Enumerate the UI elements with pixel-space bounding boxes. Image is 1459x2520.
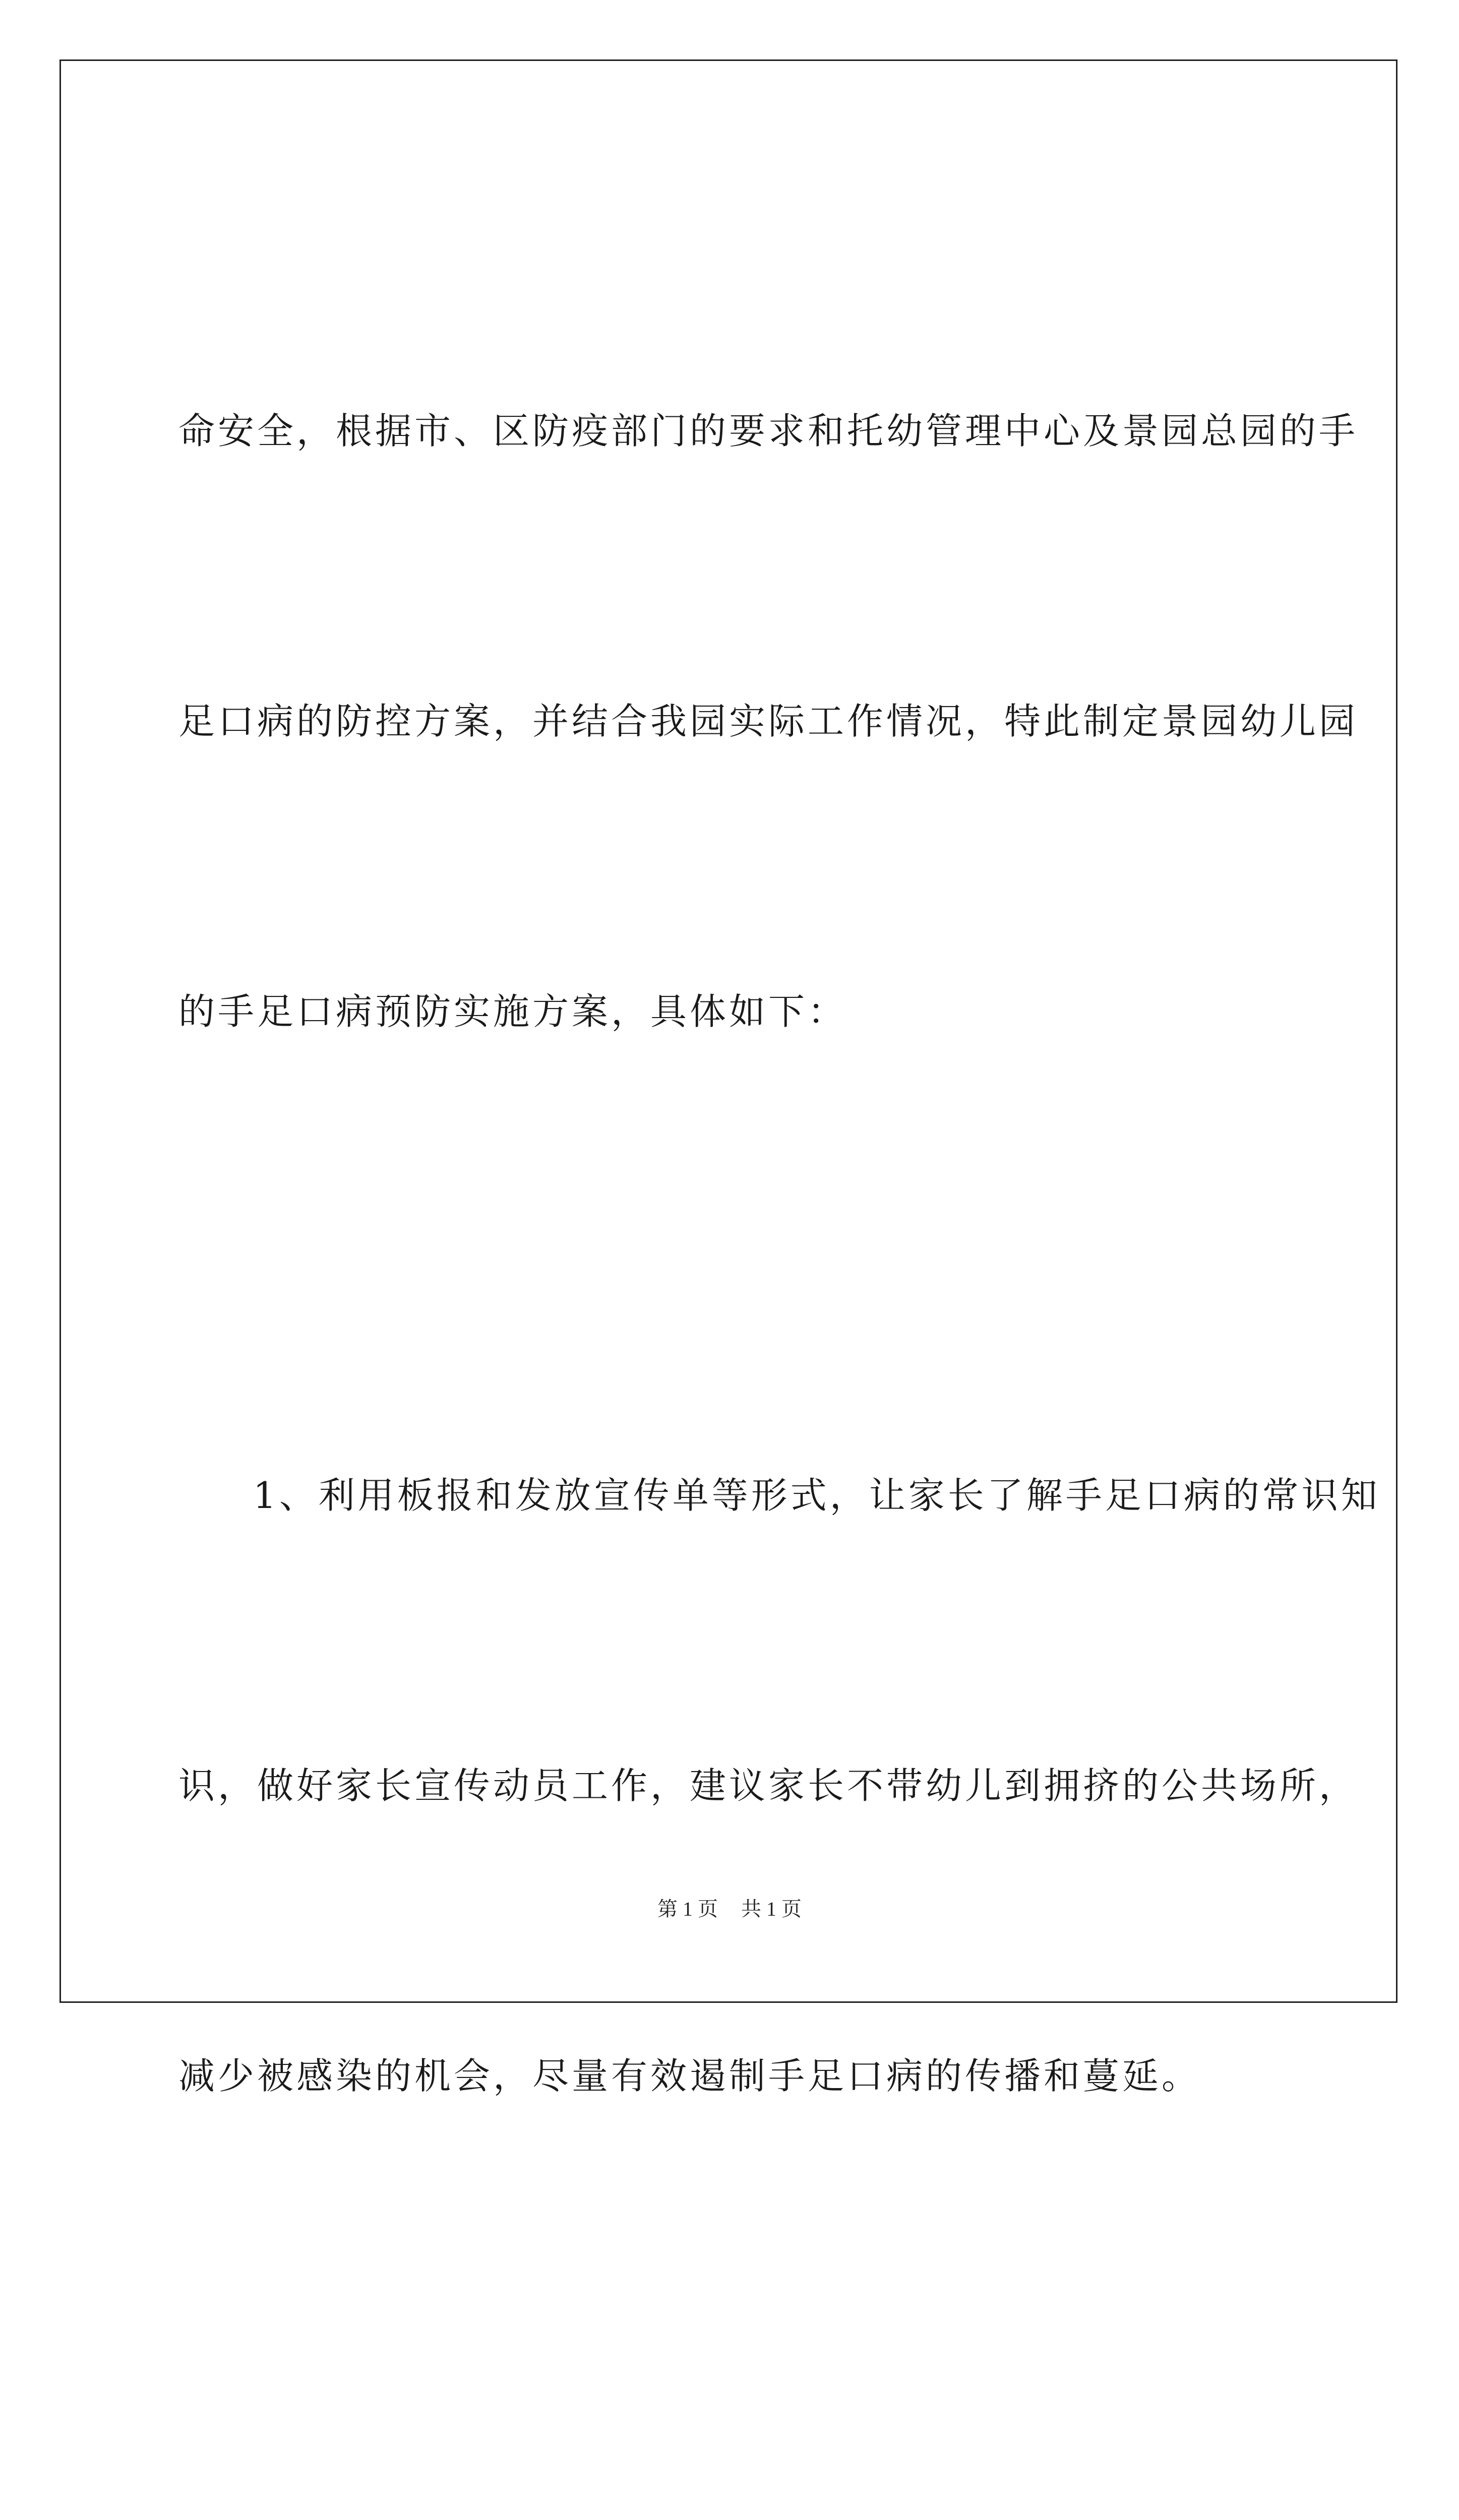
text-line: 足口病的防控方案，并结合我园实际工作情况，特此制定景园幼儿园 — [178, 700, 1359, 742]
paragraph-item-2 — [178, 2318, 1281, 2520]
page-total: 共 1 页 — [741, 1898, 802, 1920]
text-line: 命安全，根据市、区防疫部门的要求和托幼管理中心及景园总园的手 — [178, 410, 1359, 452]
text-line: 的手足口病预防实施方案，具体如下： — [178, 990, 847, 1033]
text-line — [178, 2511, 1281, 2520]
text-line: 识，做好家长宣传动员工作，建议家长不带幼儿到拥挤的公共场所， — [178, 1765, 1359, 1807]
text-line: 1、利用板报和发放宣传单等形式，让家长了解手足口病的常识知 — [253, 1474, 1380, 1517]
text-line: 减少被感染的机会，尽量有效遏制手足口病的传播和蔓延。 — [178, 2055, 1201, 2097]
page-number: 第 1 页 — [657, 1898, 718, 1920]
page-footer — [0, 1895, 1459, 1923]
paragraph-intro — [178, 189, 1359, 1253]
document-body — [178, 189, 1380, 2520]
paragraph-item-1 — [178, 1253, 1380, 2318]
